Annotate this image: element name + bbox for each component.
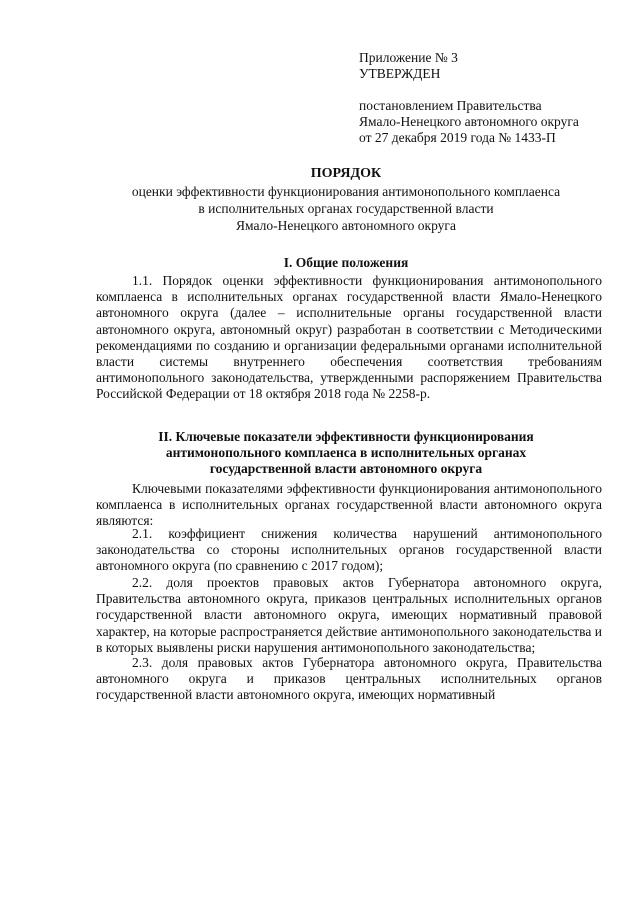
section-2-heading-line-3: государственной власти автономного округа bbox=[209, 461, 483, 476]
title-line-1: оценки эффективности функционирования антимонопольного комплаенса bbox=[131, 184, 561, 199]
title-line-2: в исполнительных органах государственной власти bbox=[198, 201, 494, 216]
section-2-heading bbox=[90, 429, 602, 477]
appendix-block bbox=[359, 50, 609, 146]
paragraph-2-2: 2.2. доля проектов правовых актов Губернатора автономного округа, Правительства автономного округа, приказов центральных исполнительных органов государственной власти автономного округа, имеющих нормативный правовой характер, на которые распространяется действие антимонопольного законодательства и в которых выявлены риски нарушения антимонопольного законодательства; bbox=[96, 575, 602, 655]
approved-label: УТВЕРЖДЕН bbox=[359, 66, 441, 81]
section-2-heading-line-2: антимонопольного комплаенса в исполнительных органах bbox=[165, 445, 527, 460]
appendix-number: Приложение № 3 bbox=[359, 50, 458, 65]
paragraph-2-3: 2.3. доля правовых актов Губернатора автономного округа, Правительства автономного округа и приказов центральных исполнительных органов государственной власти автономного округа, имеющих нормативный bbox=[96, 655, 602, 703]
document-title bbox=[90, 165, 602, 234]
paragraph-2-1: 2.1. коэффициент снижения количества нарушений антимонопольного законодательства со стороны исполнительных органов государственной власти автономного округа (по сравнению с 2017 годом); bbox=[96, 526, 602, 574]
decree-line-3: от 27 декабря 2019 года № 1433-П bbox=[359, 130, 556, 145]
title-line-3: Ямало-Ненецкого автономного округа bbox=[236, 218, 456, 233]
paragraph-1-1: 1.1. Порядок оценки эффективности функционирования антимонопольного комплаенса в исполнительных органах государственной власти Ямало-Ненецкого автономного округа (далее – исполнительные органы государственной власти автономного округа, автономный округ) разработан в соответствии с Методическими рекомендациями по созданию и организации федеральными органами исполнительной власти системы внутреннего обеспечения соответствия требованиям антимонопольного законодательства, утвержденными распоряжением Правительства Российской Федерации от 18 октября 2018 года № 2258-р. bbox=[96, 273, 602, 402]
decree-line-1: постановлением Правительства bbox=[359, 98, 542, 113]
section-2-intro: Ключевыми показателями эффективности функционирования антимонопольного комплаенса в исполнительных органах государственной власти автономного округа являются: bbox=[96, 481, 602, 529]
section-2-heading-line-1: II. Ключевые показатели эффективности функционирования bbox=[158, 429, 534, 444]
decree-line-2: Ямало-Ненецкого автономного округа bbox=[359, 114, 579, 129]
section-1-heading: I. Общие положения bbox=[283, 255, 409, 270]
title-main: ПОРЯДОК bbox=[310, 166, 382, 181]
